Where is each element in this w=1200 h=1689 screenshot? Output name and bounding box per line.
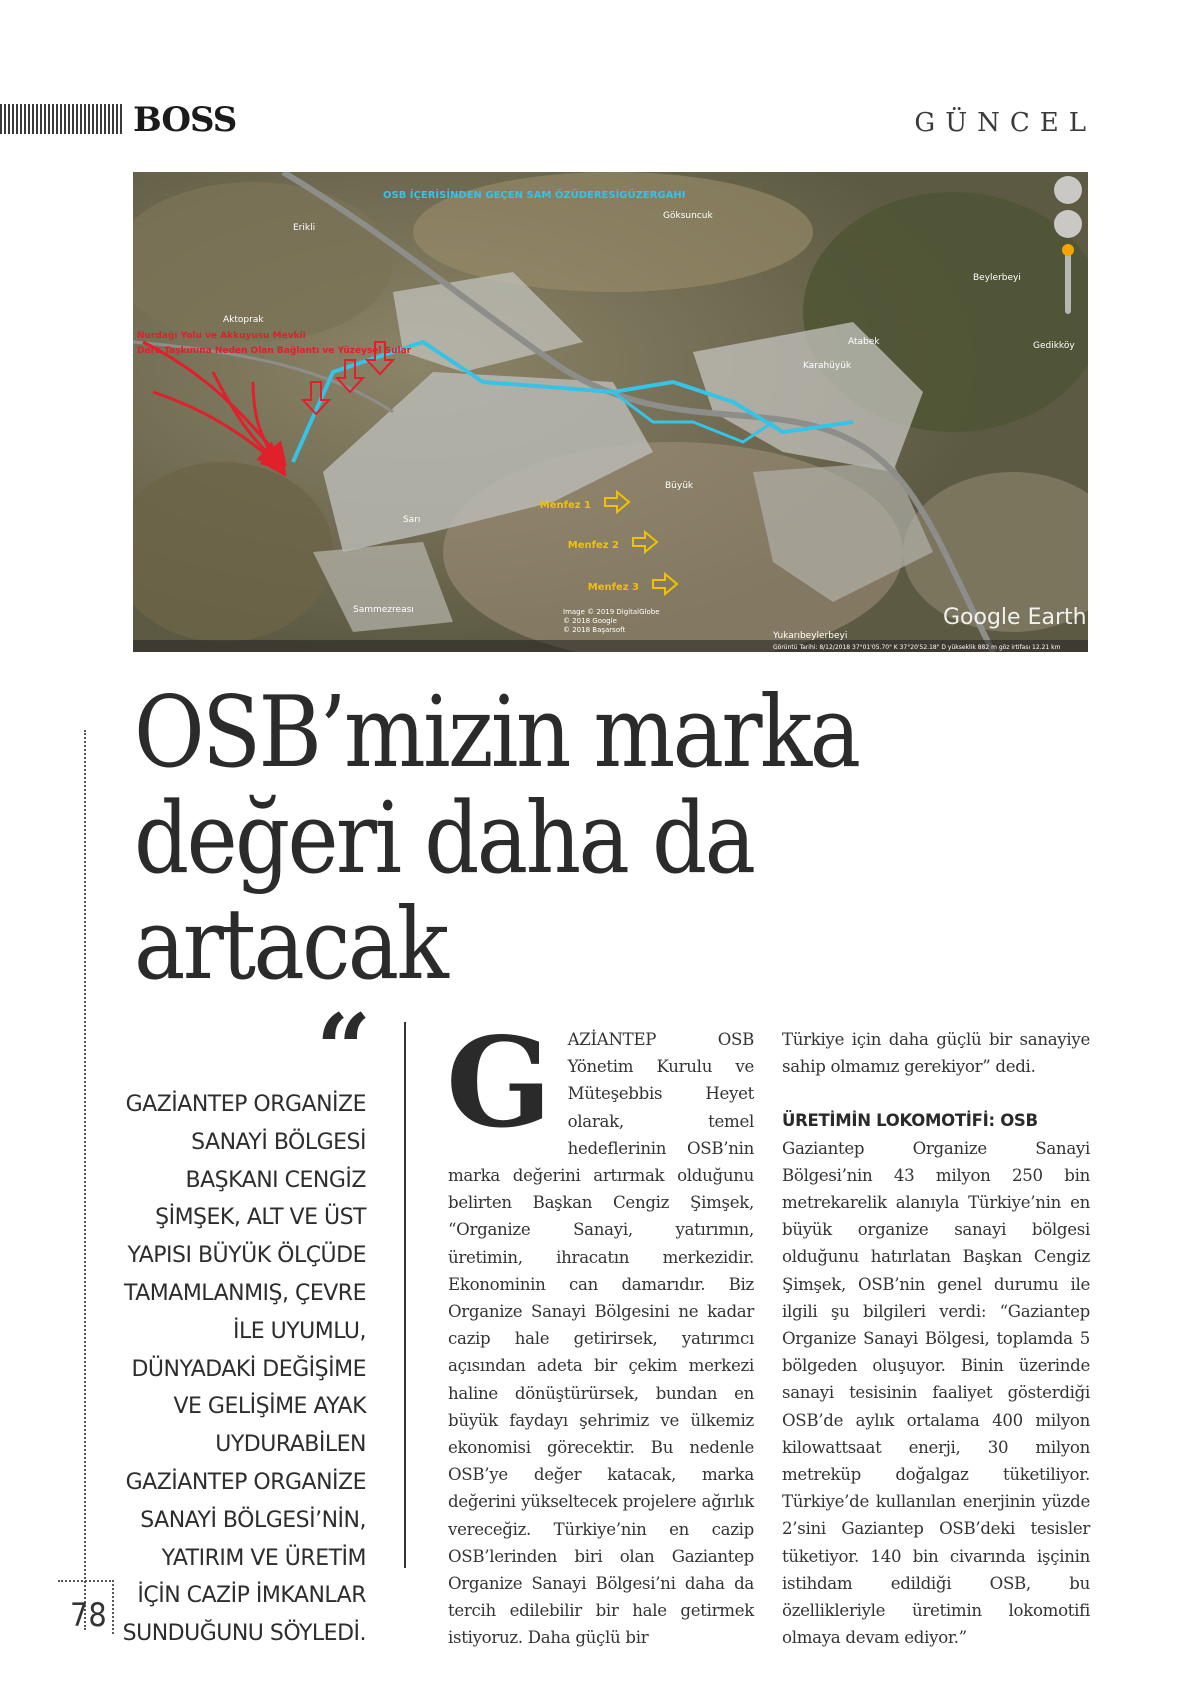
- map-place-label: Gedikköy: [1033, 341, 1075, 351]
- article-column-2: [782, 1026, 1090, 1651]
- article-paragraph: Türkiye için daha güçlü bir sanayiye sahip olmamız gerekiyor” dedi.: [782, 1030, 1090, 1077]
- map-status-bar: Görüntü Tarihi: 8/12/2018 37°01'05.70" K 37°20'52.18" D yükseklik 882 m göz irtifası 12.21 km: [773, 644, 1061, 651]
- map-copyright: © 2018 Google: [563, 617, 617, 625]
- article-paragraph: AZİANTEP OSB Yönetim Kurulu ve Müteşebbis Heyet olarak, temel hedeflerinin OSB’nin marka değerini artırmak olduğunu belirten Başkan Cengiz Şimşek, “Organize Sanayi, yatırımın, üretimin, ihracatın merkezidir. Ekonominin can damarıdır. Biz Organize Sanayi Bölgesini ne kadar cazip hale getirirsek, yatırımcı açısından adeta bir çekim merkezi haline dönüştürürsek, bundan en büyük faydayı şehrimiz ve ülkemiz ekonomisi görecektir. Bu nedenle OSB’ye değer katacak, marka değerini yükseltecek projelere ağırlık vereceğiz. Türkiye’nin en cazip OSB’lerinden biri olan Gaziantep Organize Sanayi Bölgesi’ni daha da tercih edilebilir bir hale getirmek istiyoruz. Daha güçlü bir: [448, 1030, 754, 1648]
- map-place-label: Karahüyük: [803, 361, 852, 371]
- map-place-label: Aktoprak: [223, 315, 264, 325]
- map-title-label: OSB İÇERİSİNDEN GEÇEN SAM ÖZÜDERESİGÜZERGAHI: [383, 190, 686, 201]
- section-label: GÜNCEL: [914, 108, 1096, 138]
- article-headline: OSB’mizin marka değeri daha da artacak: [134, 676, 859, 1002]
- google-earth-watermark: Google Earth: [943, 605, 1087, 630]
- map-place-label: Beylerbeyi: [973, 273, 1021, 283]
- magazine-logo: BOSS: [133, 100, 237, 140]
- map-place-label: Sarı: [403, 515, 421, 525]
- map-place-label: Sammezreası: [353, 605, 414, 615]
- column-divider: [404, 1022, 406, 1568]
- map-menfez-2: Menfez 2: [567, 540, 619, 551]
- map-place-label: Yukarıbeylerbeyi: [773, 631, 848, 641]
- map-copyright: © 2018 Başarsoft: [563, 626, 626, 634]
- map-red-label-1: Nurdağı Yolu ve Akkuyusu Mevkii: [137, 331, 306, 341]
- map-menfez-3: Menfez 3: [587, 582, 639, 593]
- map-place-label: Atabek: [848, 337, 880, 347]
- map-place-label: Büyük: [665, 481, 694, 491]
- map-place-label: Göksuncuk: [663, 211, 713, 221]
- quote-mark-icon: “: [316, 993, 372, 1106]
- map-place-label: Erikli: [293, 223, 316, 233]
- article-subheading: ÜRETİMİN LOKOMOTİFİ: OSB: [782, 1111, 1038, 1131]
- article-paragraph: Gaziantep Organize Sanayi Bölgesi’nin 43 milyon 250 bin metrekarelik alanıyla Türkiye’nin en büyük organize sanayi bölgesi olduğunu hatırlatan Başkan Cengiz Şimşek, OSB’nin genel durumu ile ilgili şu bilgileri verdi: “Gaziantep Organize Sanayi Bölgesi, toplamda 5 bölgeden oluşuyor. Binin üzerinde sanayi tesisinin faaliyet gösterdiği OSB’de aylık ortalama 400 milyon kilowattsaat enerji, 30 milyon metreküp doğalgaz tüketiliyor. Türkiye’de kullanılan enerjinin yüzde 2’sini Gaziantep OSB’deki tesisler tüketiyor. 140 bin civarında işçinin istihdam edildiği OSB, bu özellikleriyle üretimin lokomotifi olmaya devam ediyor.”: [782, 1138, 1090, 1648]
- drop-cap: G: [446, 1011, 552, 1156]
- satellite-map-image: [133, 172, 1088, 652]
- article-column-1: [446, 1011, 754, 1652]
- map-menfez-1: Menfez 1: [539, 500, 591, 511]
- map-red-label-2: Dere Taşkınına Neden Olan Bağlantı ve Yüzeysel Sular: [137, 346, 412, 356]
- map-copyright: Image © 2019 DigitalGlobe: [563, 608, 660, 616]
- decorative-dotted-line: [84, 730, 86, 1630]
- header-decorative-bars: [0, 104, 124, 134]
- page-number: 78: [70, 1596, 107, 1634]
- pull-quote: GAZİANTEP ORGANİZE SANAYİ BÖLGESİ BAŞKANI CENGİZ ŞİMŞEK, ALT VE ÜST YAPISI BÜYÜK ÖLÇÜDE TAMAMLANMIŞ, ÇEVRE İLE UYUMLU, DÜNYADAKİ DEĞİŞİME VE GELİŞİME AYAK UYDURABİLEN GAZİANTEP ORGANİZE SANAYİ BÖLGESİ’NİN, YATIRIM VE ÜRETİM İÇİN CAZİP İMKANLAR SUNDUĞUNU SÖYLEDİ.: [122, 1092, 366, 1647]
